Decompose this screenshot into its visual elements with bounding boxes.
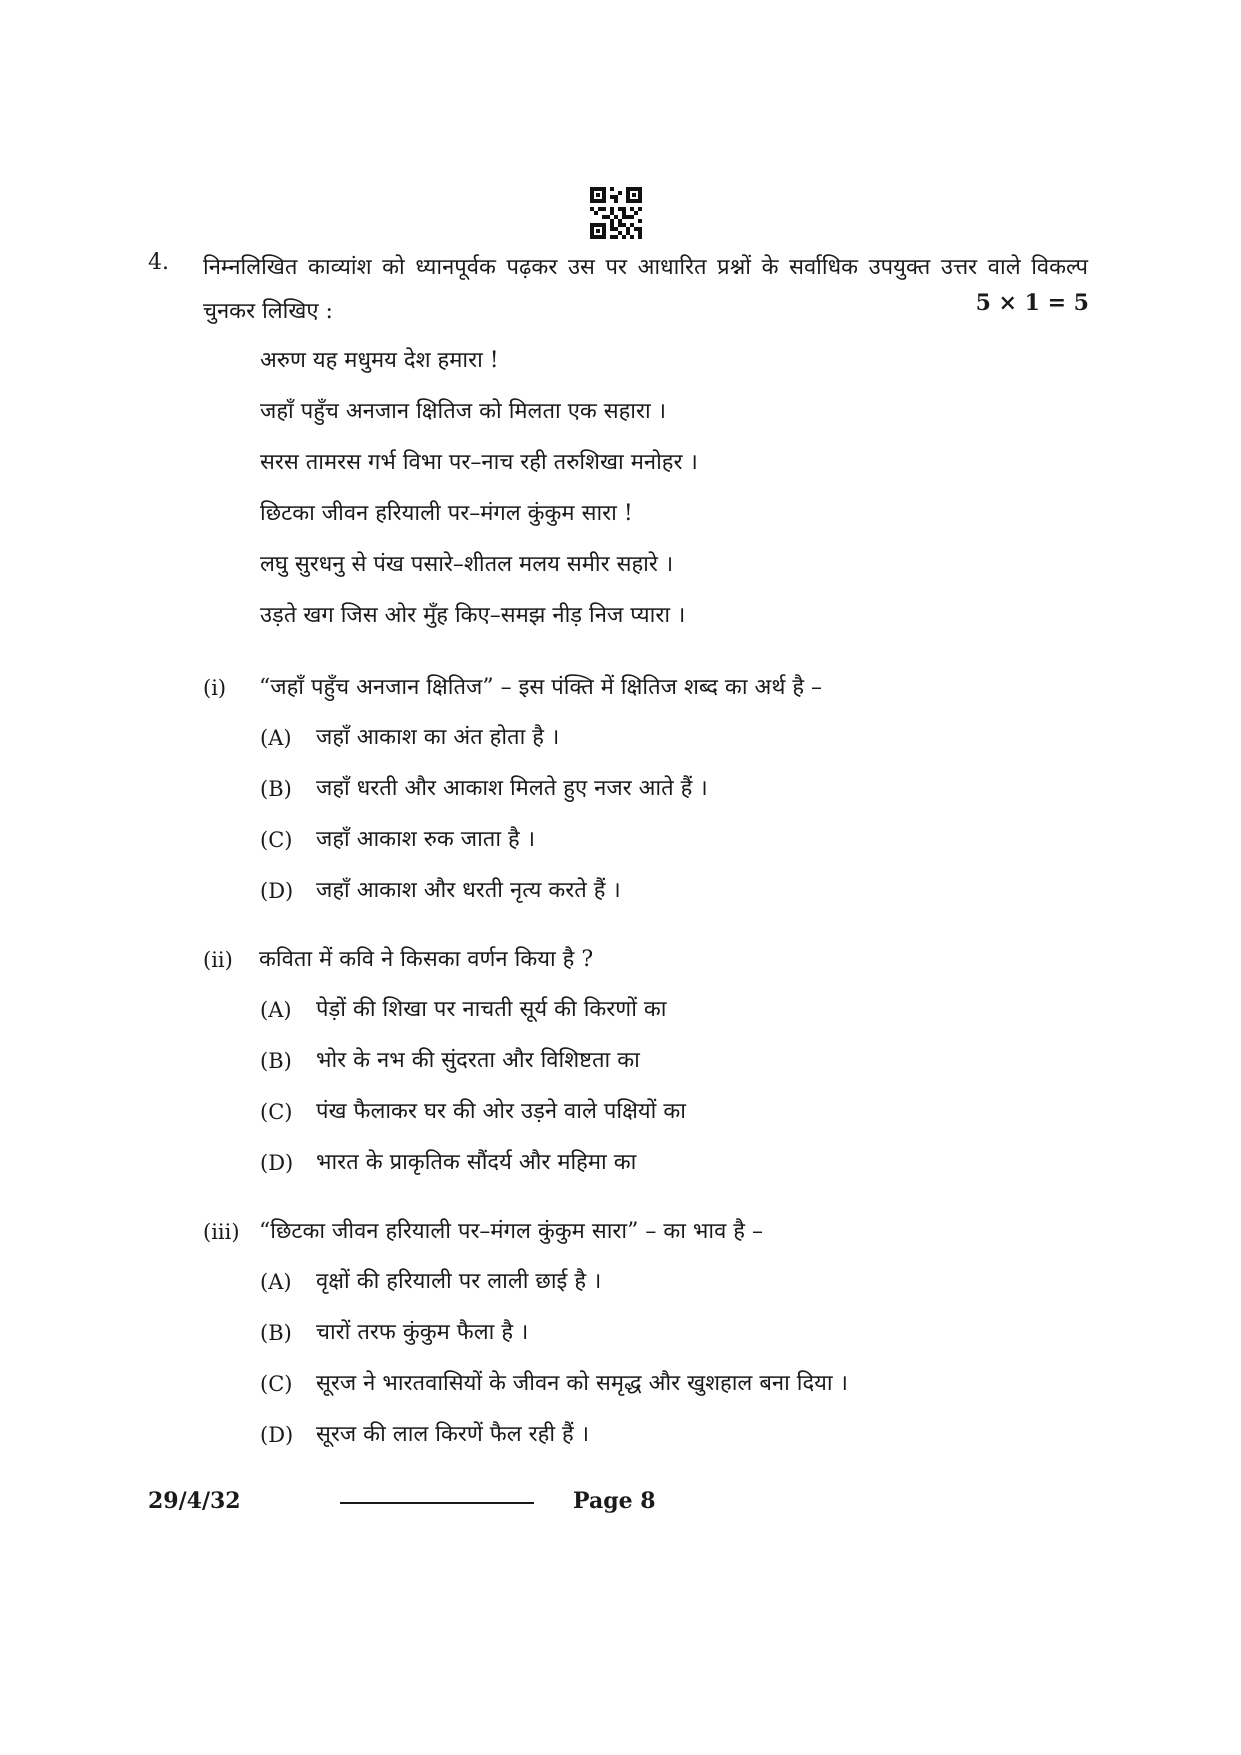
sub-question-ii [203,940,1103,1194]
paper-code: 29/4/32 [148,1488,241,1514]
sub-question-text: “जहाँ पहुँच अनजान क्षितिज” – इस पंक्ति में क्षितिज शब्द का अर्थ है – [259,675,823,700]
poem-line: छिटका जीवन हरियाली पर–मंगल कुंकुम सारा ! [260,501,633,526]
option-text: पेड़ों की शिखा पर नाचती सूर्य की किरणों का [316,997,667,1022]
option-a [203,1262,1103,1313]
option-letter: (B) [260,1321,292,1345]
option-text: सूरज की लाल किरणें फैल रही हैं । [316,1422,590,1447]
option-letter: (C) [260,1372,293,1396]
option-text: भारत के प्राकृतिक सौंदर्य और महिमा का [316,1150,637,1175]
footer-divider [340,1502,534,1504]
option-text: सूरज ने भारतवासियों के जीवन को समृद्ध और खुशहाल बना दिया । [316,1371,848,1396]
option-letter: (A) [260,726,292,750]
option-text: वृक्षों की हरियाली पर लाली छाई है । [316,1269,602,1294]
poem-passage [260,341,698,647]
option-letter: (C) [260,828,293,852]
question-instruction: निम्नलिखित काव्यांश को ध्यानपूर्वक पढ़कर उस पर आधारित प्रश्नों के सर्वाधिक उपयुक्त उत्तर वाले विकल्प चुनकर लिखिए : [203,255,1088,324]
sub-question-number: (iii) [203,1220,240,1244]
option-c [203,820,1103,871]
option-letter: (A) [260,1270,292,1294]
option-text: पंख फैलाकर घर की ओर उड़ने वाले पक्षियों का [316,1099,686,1124]
option-letter: (B) [260,1049,292,1073]
option-letter: (A) [260,998,292,1022]
option-text: चारों तरफ कुंकुम फैला है । [316,1320,529,1345]
poem-line: जहाँ पहुँच अनजान क्षितिज को मिलता एक सहारा । [260,399,667,424]
sub-question-iii [203,1212,1103,1466]
option-text: जहाँ आकाश रुक जाता है । [316,827,536,852]
qr-code-icon [590,187,642,239]
option-b [203,769,1103,820]
option-text: भोर के नभ की सुंदरता और विशिष्टता का [316,1048,640,1073]
page-footer [0,1480,1241,1520]
option-letter: (C) [260,1100,293,1124]
sub-question-i [203,668,1103,922]
option-c [203,1092,1103,1143]
poem-line: सरस तामरस गर्भ विभा पर–नाच रही तरुशिखा मनोहर । [260,450,698,475]
sub-question-text: कविता में कवि ने किसका वर्णन किया है ? [259,947,594,972]
question-number: 4. [148,250,169,275]
option-d [203,1415,1103,1466]
sub-question-number: (i) [203,676,227,700]
option-a [203,718,1103,769]
sub-question-number: (ii) [203,948,233,972]
option-letter: (D) [260,1151,294,1175]
option-d [203,1143,1103,1194]
option-d [203,871,1103,922]
poem-line: लघु सुरधनु से पंख पसारे–शीतल मलय समीर सहारे । [260,552,674,577]
option-text: जहाँ आकाश और धरती नृत्य करते हैं । [316,878,621,903]
option-b [203,1313,1103,1364]
poem-line: उड़ते खग जिस ओर मुँह किए–समझ नीड़ निज प्यारा । [260,603,686,628]
option-letter: (D) [260,879,294,903]
option-c [203,1364,1103,1415]
poem-line: अरुण यह मधुमय देश हमारा ! [260,348,499,373]
sub-question-text: “छिटका जीवन हरियाली पर–मंगल कुंकुम सारा” – का भाव है – [259,1219,763,1244]
option-a [203,990,1103,1041]
option-text: जहाँ धरती और आकाश मिलते हुए नजर आते हैं । [316,776,708,801]
page-number: Page 8 [573,1488,656,1514]
option-letter: (B) [260,777,292,801]
option-text: जहाँ आकाश का अंत होता है । [316,725,560,750]
option-letter: (D) [260,1423,294,1447]
option-b [203,1041,1103,1092]
marks-scheme: 5 × 1 = 5 [975,290,1089,316]
